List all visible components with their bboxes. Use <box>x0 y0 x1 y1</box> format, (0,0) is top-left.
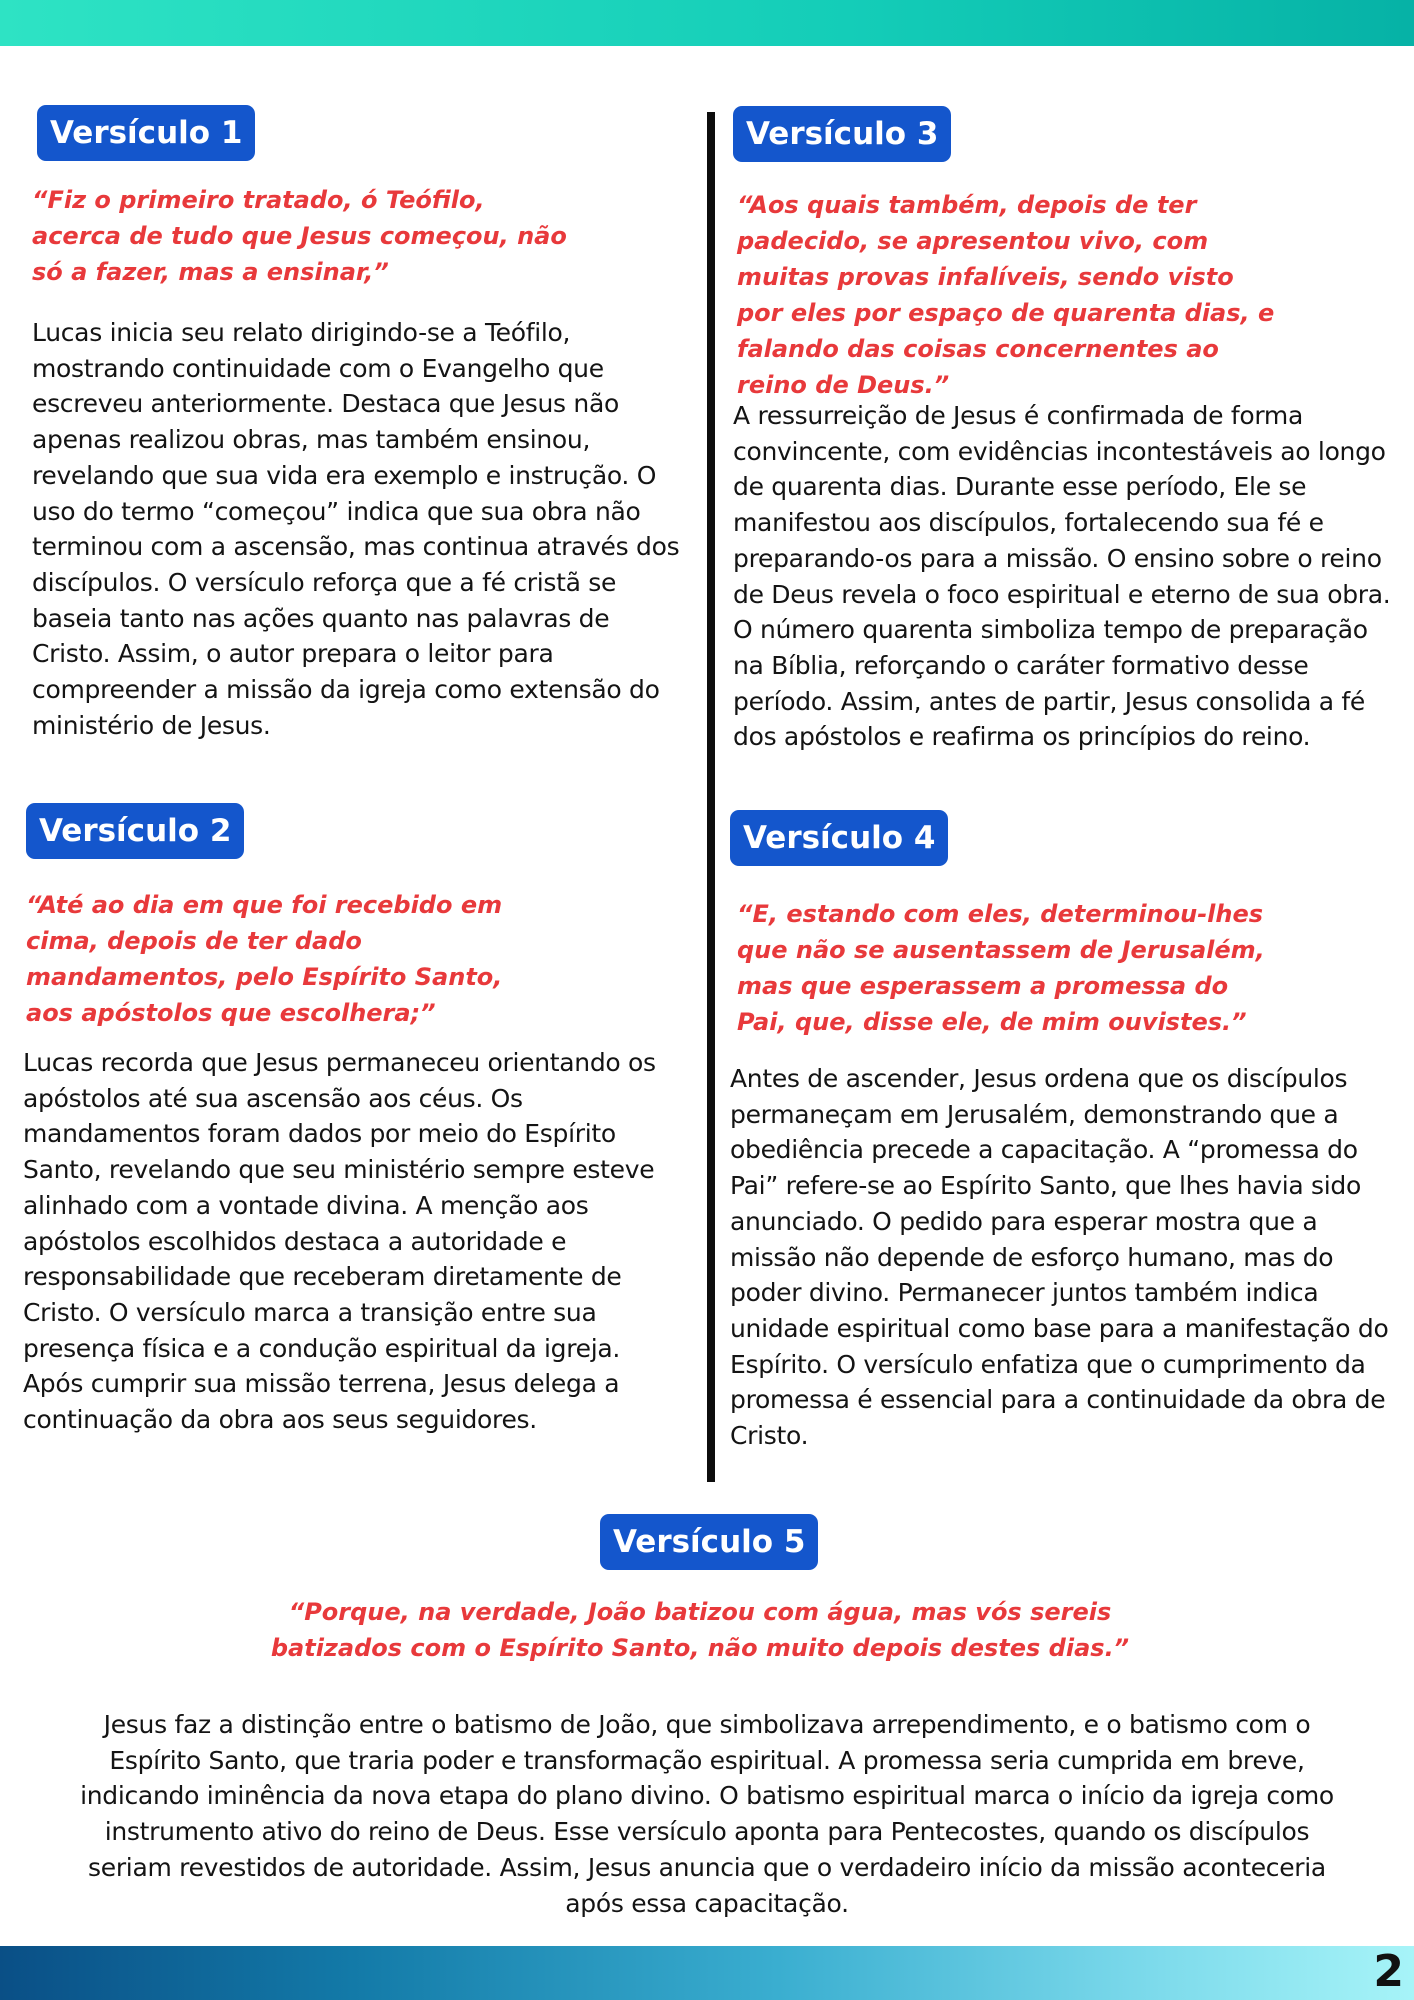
verse-2-quote: “Até ao dia em que foi recebido em cima, depois de ter dado mandamentos, pelo Espírito Santo, aos apóstolos que escolhera;” <box>26 891 503 1027</box>
verse-3-title: Versículo 3 <box>733 106 951 162</box>
verse-4-title: Versículo 4 <box>730 810 948 866</box>
verse-5-title: Versículo 5 <box>600 1514 818 1570</box>
verse-3-quote: “Aos quais também, depois de ter padecido, se apresentou vivo, com muitas provas infalíveis, sendo visto por eles por espaço de quarenta dias, e falando das coisas concernentes ao reino de Deus.” <box>737 191 1275 399</box>
verse-4-commentary: Antes de ascender, Jesus ordena que os discípulos permaneçam em Jerusalém, demonstrando que a obediência precede a capacitação. A “promessa do Pai” refere-se ao Espírito Santo, que lhes havia sido anunciado. O pedido para esperar mostra que a missão não depende de esforço humano, mas do poder divino. Permanecer juntos também indica unidade espiritual como base para a manifestação do Espírito. O versículo enfatiza que o cumprimento da promessa é essencial para a continuidade da obra de Cristo. <box>730 1064 1389 1451</box>
verse-2-commentary: Lucas recorda que Jesus permaneceu orientando os apóstolos até sua ascensão aos céus. Os mandamentos foram dados por meio do Espírito Santo, revelando que seu ministério sempre esteve alinhado com a vontade divina. A menção aos apóstolos escolhidos destaca a autoridade e responsabilidade que receberam diretamente de Cristo. O versículo marca a transição entre sua presença física e a condução espiritual da igreja. Após cumprir sua missão terrena, Jesus delega a continuação da obra aos seus seguidores. <box>23 1048 656 1435</box>
page-number: 2 <box>1373 1946 1404 1997</box>
verse-1-title: Versículo 1 <box>37 105 255 161</box>
bottom-decorative-bar <box>0 1946 1414 2000</box>
verse-3-commentary: A ressurreição de Jesus é confirmada de forma convincente, com evidências incontestáveis ao longo de quarenta dias. Durante esse período, Ele se manifestou aos discípulos, fortalecendo sua fé e preparando-os para a missão. O ensino sobre o reino de Deus revela o foco espiritual e eterno de sua obra. O número quarenta simboliza tempo de preparação na Bíblia, reforçando o caráter formativo desse período. Assim, antes de partir, Jesus consolida a fé dos apóstolos e reafirma os princípios do reino. <box>733 401 1391 752</box>
column-divider <box>707 112 715 1482</box>
verse-5-commentary: Jesus faz a distinção entre o batismo de João, que simbolizava arrependimento, e o batismo com o Espírito Santo, que traria poder e transformação espiritual. A promessa seria cumprida em breve, indicando iminência da nova etapa do plano divino. O batismo espiritual marca o início da igreja como instrumento ativo do reino de Deus. Esse versículo aponta para Pentecostes, quando os discípulos seriam revestidos de autoridade. Assim, Jesus anuncia que o verdadeiro início da missão aconteceria após essa capacitação. <box>80 1710 1334 1918</box>
verse-1-quote: “Fiz o primeiro tratado, ó Teófilo, acerca de tudo que Jesus começou, não só a fazer, mas a ensinar,” <box>32 186 567 286</box>
verse-1-commentary: Lucas inicia seu relato dirigindo-se a Teófilo, mostrando continuidade com o Evangelho que escreveu anteriormente. Destaca que Jesus não apenas realizou obras, mas também ensinou, revelando que sua vida era exemplo e instrução. O uso do termo “começou” indica que sua obra não terminou com a ascensão, mas continua através dos discípulos. O versículo reforça que a fé cristã se baseia tanto nas ações quanto nas palavras de Cristo. Assim, o autor prepara o leitor para compreender a missão da igreja como extensão do ministério de Jesus. <box>32 318 680 740</box>
top-decorative-bar <box>0 0 1414 46</box>
verse-4-quote: “E, estando com eles, determinou-lhes que não se ausentassem de Jerusalém, mas que esperassem a promessa do Pai, que, disse ele, de mim ouvistes.” <box>737 900 1265 1036</box>
verse-2-title: Versículo 2 <box>26 803 244 859</box>
verse-5-quote: “Porque, na verdade, João batizou com água, mas vós sereis batizados com o Espírito Santo, não muito depois destes dias.” <box>270 1598 1130 1662</box>
